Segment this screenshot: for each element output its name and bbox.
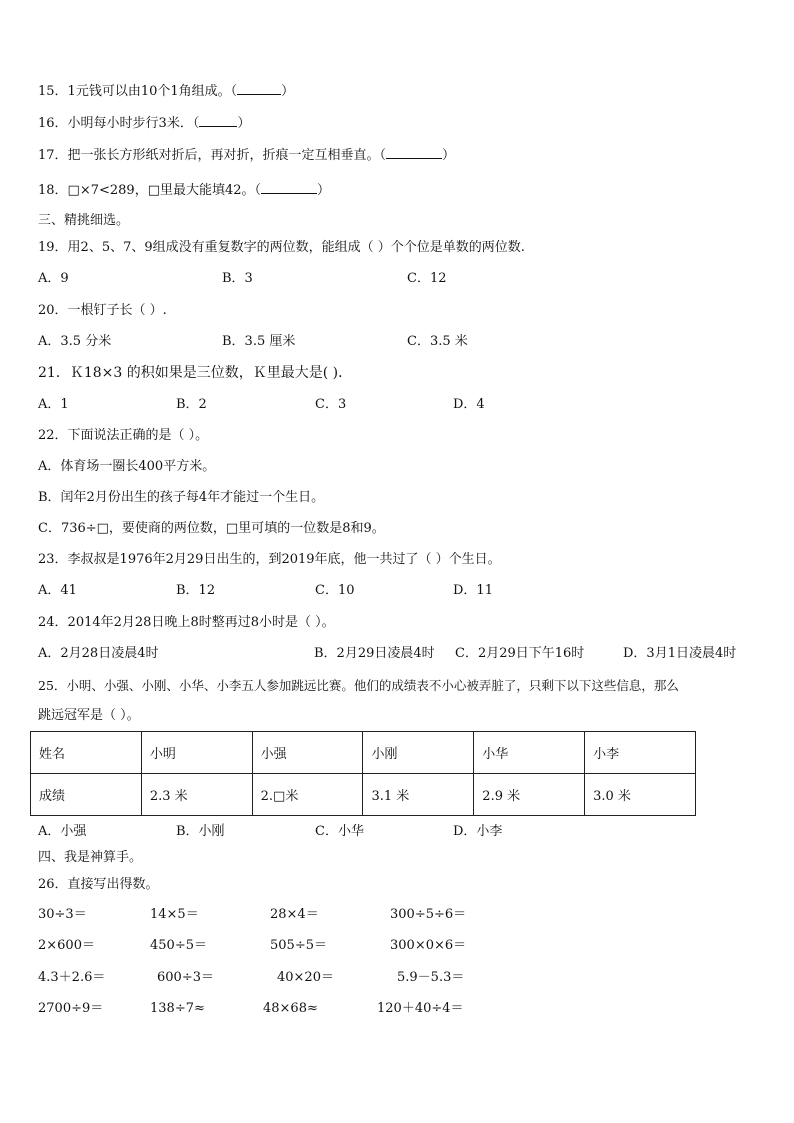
- calc-item: 5.9－5.3＝: [397, 970, 465, 985]
- q24-option-d[interactable]: D．3月1日凌晨4时: [623, 646, 737, 661]
- q19-option-a[interactable]: A．9: [38, 271, 69, 286]
- table-cell: 小强: [252, 732, 363, 774]
- question-22-text: 22．下面说法正确的是（ ）。: [38, 428, 209, 443]
- table-cell: 成绩: [31, 774, 142, 816]
- table-row: [31, 774, 696, 816]
- question-21-text: 21．Ｋ18×3 的积如果是三位数，Ｋ里最大是( )．: [38, 365, 353, 381]
- table-cell: 2.9 米: [474, 774, 585, 816]
- question-24-text: 24．2014年2月28日晚上8时整再过8小时是（ ）。: [38, 615, 335, 630]
- section-4-heading: 四、我是神算手。: [38, 850, 143, 865]
- q24-option-b[interactable]: B．2月29日凌晨4时: [314, 646, 435, 661]
- q20-option-c[interactable]: C．3.5 米: [407, 334, 468, 349]
- q25-option-c[interactable]: C．小华: [315, 824, 364, 839]
- q21-option-a[interactable]: A．1: [38, 397, 69, 412]
- table-cell: 小李: [585, 732, 696, 774]
- q25-option-d[interactable]: D．小李: [453, 824, 503, 839]
- question-18: 18．□×7<289，□里最大能填42。（ ）: [38, 183, 331, 198]
- q23-option-b[interactable]: B．12: [176, 583, 216, 598]
- table-header-row: [31, 732, 696, 774]
- question-16-text: 16．小明每小时步行3米．（: [38, 116, 200, 131]
- question-20-text: 20．一根钉子长（ ）.: [38, 303, 167, 318]
- question-26-text: 26．直接写出得数。: [38, 877, 159, 892]
- question-17: 17．把一张长方形纸对折后，再对折，折痕一定互相垂直。（ ）: [38, 148, 456, 163]
- table-cell: 小明: [141, 732, 252, 774]
- table-cell: 小刚: [363, 732, 474, 774]
- q23-option-a[interactable]: A．41: [38, 583, 77, 598]
- table-cell: 小华: [474, 732, 585, 774]
- question-18-text: 18．□×7<289，□里最大能填42。（: [38, 183, 262, 198]
- calc-item: 450÷5＝: [150, 938, 207, 953]
- calc-item: 2×600＝: [38, 938, 95, 953]
- q21-option-c[interactable]: C．3: [315, 397, 347, 412]
- q22-option-c[interactable]: C．736÷□，要使商的两位数，□里可填的一位数是8和9。: [38, 521, 385, 536]
- calc-item: 48×68≈: [263, 1001, 318, 1016]
- answer-blank[interactable]: [199, 114, 237, 127]
- calc-item: 14×5＝: [150, 907, 199, 922]
- calc-item: 300÷5÷6＝: [390, 907, 467, 922]
- section-3-heading: 三、精挑细选。: [38, 213, 130, 228]
- question-25-text-line1: 25．小明、小强、小刚、小华、小李五人参加跳远比赛。他们的成绩表不小心被弄脏了，只剩下以下这些信息，那么: [38, 678, 679, 693]
- table-cell: 2.3 米: [141, 774, 252, 816]
- q24-option-c[interactable]: C．2月29日下午16时: [455, 646, 585, 661]
- calc-item: 30÷3＝: [38, 907, 87, 922]
- answer-blank[interactable]: [386, 146, 442, 159]
- q21-option-d[interactable]: D．4: [453, 397, 485, 412]
- table-cell: 3.0 米: [585, 774, 696, 816]
- calc-item: 40×20＝: [277, 970, 334, 985]
- answer-blank[interactable]: [237, 82, 281, 95]
- question-23-text: 23．李叔叔是1976年2月29日出生的，到2019年底，他一共过了（ ）个生日。: [38, 552, 501, 567]
- answer-blank[interactable]: [261, 181, 317, 194]
- calc-item: 138÷7≈: [150, 1001, 205, 1016]
- question-25-text-line2: 跳远冠军是（ ）。: [38, 708, 140, 723]
- q22-option-a[interactable]: A．体育场一圈长400平方米。: [38, 459, 216, 474]
- q19-option-c[interactable]: C．12: [407, 271, 447, 286]
- q22-option-b[interactable]: B．闰年2月份出生的孩子每4年才能过一个生日。: [38, 490, 325, 505]
- q25-option-b[interactable]: B．小刚: [176, 824, 225, 839]
- q23-option-d[interactable]: D．11: [453, 583, 493, 598]
- table-cell: 姓名: [31, 732, 142, 774]
- q25-option-a[interactable]: A．小强: [38, 824, 87, 839]
- q20-option-b[interactable]: B．3.5 厘米: [222, 334, 296, 349]
- calc-item: 505÷5＝: [270, 938, 327, 953]
- calc-item: 600÷3＝: [157, 970, 214, 985]
- question-15: 15．1元钱可以由10个1角组成。（ ）: [38, 84, 295, 99]
- question-17-text: 17．把一张长方形纸对折后，再对折，折痕一定互相垂直。（: [38, 148, 387, 163]
- calc-item: 28×4＝: [270, 907, 319, 922]
- table-cell: 2.□米: [252, 774, 363, 816]
- q20-option-a[interactable]: A．3.5 分米: [38, 334, 112, 349]
- question-15-text: 15．1元钱可以由10个1角组成。（: [38, 84, 238, 99]
- score-table: [30, 731, 696, 816]
- calc-item: 2700÷9＝: [38, 1001, 104, 1016]
- calc-item: 300×0×6＝: [390, 938, 467, 953]
- question-16: 16．小明每小时步行3米．（ ）: [38, 116, 251, 131]
- q23-option-c[interactable]: C．10: [315, 583, 355, 598]
- q21-option-b[interactable]: B．2: [176, 397, 207, 412]
- q19-option-b[interactable]: B．3: [222, 271, 253, 286]
- q24-option-a[interactable]: A．2月28日凌晨4时: [38, 646, 159, 661]
- question-19-text: 19．用2、5、7、9组成没有重复数字的两位数，能组成（ ）个个位是单数的两位数.: [38, 240, 525, 255]
- calc-item: 120＋40÷4＝: [377, 1001, 464, 1016]
- calc-item: 4.3＋2.6＝: [38, 970, 106, 985]
- table-cell: 3.1 米: [363, 774, 474, 816]
